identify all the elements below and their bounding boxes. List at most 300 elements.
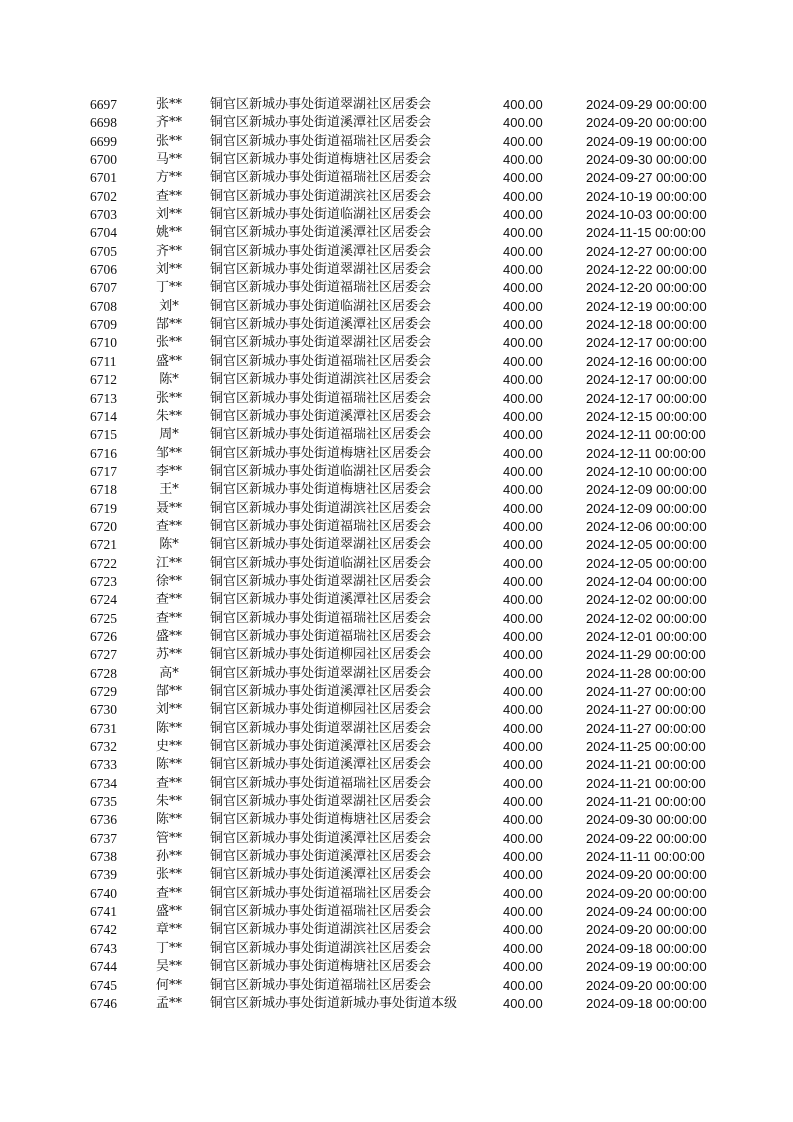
recipient-name-cell: 管** [155,830,182,846]
recipient-name-cell: 查** [155,610,182,626]
record-number-cell: 6719 [90,500,117,516]
record-number-cell: 6711 [90,353,117,369]
table-row [0,756,793,774]
community-committee-cell: 铜官区新城办事处街道翠湖社区居委会 [210,537,432,553]
amount-cell: 400.00 [503,885,543,901]
record-number-cell: 6718 [90,482,117,498]
table-row [0,555,793,573]
table-row [0,96,793,114]
payment-date-cell: 2024-12-05 00:00:00 [586,555,707,571]
payment-date-cell: 2024-11-28 00:00:00 [586,665,706,681]
amount-cell: 400.00 [503,207,543,223]
amount-cell: 400.00 [503,739,543,755]
record-number-cell: 6726 [90,628,117,644]
community-committee-cell: 铜官区新城办事处街道福瑞社区居委会 [210,628,432,644]
amount-cell: 400.00 [503,720,543,736]
record-number-cell: 6704 [90,225,117,241]
payment-date-cell: 2024-09-27 00:00:00 [586,170,707,186]
amount-cell: 400.00 [503,225,543,241]
payment-date-cell: 2024-12-09 00:00:00 [586,500,707,516]
amount-cell: 400.00 [503,977,543,993]
record-number-cell: 6708 [90,298,117,314]
amount-cell: 400.00 [503,867,543,883]
payment-date-cell: 2024-12-20 00:00:00 [586,280,707,296]
community-committee-cell: 铜官区新城办事处街道湖滨社区居委会 [210,940,432,956]
payment-date-cell: 2024-09-20 00:00:00 [586,115,707,131]
community-committee-cell: 铜官区新城办事处街道临湖社区居委会 [210,463,432,479]
record-number-cell: 6728 [90,665,117,681]
payment-date-cell: 2024-11-25 00:00:00 [586,739,706,755]
payment-date-cell: 2024-11-27 00:00:00 [586,684,706,699]
table-row [0,885,793,903]
amount-cell: 400.00 [503,628,543,644]
table-row [0,995,793,1013]
payment-date-cell: 2024-12-17 00:00:00 [586,372,707,388]
record-number-cell: 6743 [90,940,117,956]
amount-cell: 400.00 [503,372,543,388]
community-committee-cell: 铜官区新城办事处街道溪潭社区居委会 [210,408,432,424]
record-number-cell: 6717 [90,463,117,479]
recipient-name-cell: 吴** [155,959,182,975]
community-committee-cell: 铜官区新城办事处街道翠湖社区居委会 [210,720,432,736]
payment-date-cell: 2024-09-18 00:00:00 [586,995,707,1011]
amount-cell: 400.00 [503,830,543,846]
recipient-name-cell: 聂** [155,500,182,516]
community-committee-cell: 铜官区新城办事处街道福瑞社区居委会 [210,610,432,626]
payment-date-cell: 2024-09-30 00:00:00 [586,152,707,168]
amount-cell: 400.00 [503,812,543,828]
community-committee-cell: 铜官区新城办事处街道福瑞社区居委会 [210,518,432,534]
table-row [0,646,793,664]
community-committee-cell: 铜官区新城办事处街道福瑞社区居委会 [210,133,432,149]
record-number-cell: 6702 [90,188,117,204]
record-number-cell: 6724 [90,592,117,608]
recipient-name-cell: 马** [155,152,182,168]
amount-cell: 400.00 [503,940,543,956]
amount-cell: 400.00 [503,133,543,149]
payment-date-cell: 2024-12-06 00:00:00 [586,518,707,534]
amount-cell: 400.00 [503,702,543,718]
table-row [0,463,793,481]
amount-cell: 400.00 [503,445,543,461]
record-number-cell: 6703 [90,207,117,223]
record-number-cell: 6732 [90,739,117,755]
table-row [0,665,793,683]
community-committee-cell: 铜官区新城办事处街道溪潭社区居委会 [210,739,432,755]
community-committee-cell: 铜官区新城办事处街道翠湖社区居委会 [210,794,432,810]
amount-cell: 400.00 [503,97,543,112]
record-number-cell: 6722 [90,555,117,571]
recipient-name-cell: 盛** [155,628,182,644]
community-committee-cell: 铜官区新城办事处街道溪潭社区居委会 [210,830,432,846]
recipient-name-cell: 盛** [155,904,182,920]
recipient-name-cell: 查** [155,775,182,791]
table-row [0,445,793,463]
recipient-name-cell: 陈* [159,372,179,388]
recipient-name-cell: 孙** [155,849,182,865]
table-row [0,481,793,499]
table-row [0,628,793,646]
record-number-cell: 6714 [90,408,117,424]
table-row [0,316,793,334]
payment-date-cell: 2024-12-19 00:00:00 [586,298,707,314]
community-committee-cell: 铜官区新城办事处街道柳园社区居委会 [210,647,432,663]
community-committee-cell: 铜官区新城办事处街道新城办事处街道本级 [210,995,458,1011]
payment-date-cell: 2024-11-21 00:00:00 [586,757,706,773]
payment-date-cell: 2024-11-29 00:00:00 [586,647,706,663]
amount-cell: 400.00 [503,408,543,424]
amount-cell: 400.00 [503,959,543,975]
record-number-cell: 6723 [90,573,117,589]
recipient-name-cell: 查** [155,188,182,204]
community-committee-cell: 铜官区新城办事处街道溪潭社区居委会 [210,592,432,608]
payment-date-cell: 2024-12-01 00:00:00 [586,628,707,644]
amount-cell: 400.00 [503,849,543,865]
table-row [0,371,793,389]
payment-date-cell: 2024-09-20 00:00:00 [586,885,707,901]
recipient-name-cell: 苏** [155,647,182,663]
payment-date-cell: 2024-11-21 00:00:00 [586,775,706,791]
community-committee-cell: 铜官区新城办事处街道梅塘社区居委会 [210,482,432,498]
payment-date-cell: 2024-12-11 00:00:00 [586,445,706,461]
amount-cell: 400.00 [503,335,543,351]
amount-cell: 400.00 [503,904,543,920]
recipient-name-cell: 张** [155,867,182,883]
amount-cell: 400.00 [503,463,543,479]
payment-date-cell: 2024-09-20 00:00:00 [586,977,707,993]
table-row [0,573,793,591]
recipient-name-cell: 陈** [155,757,182,773]
payment-date-cell: 2024-12-02 00:00:00 [586,610,707,626]
payment-date-cell: 2024-11-27 00:00:00 [586,702,706,718]
record-number-cell: 6746 [90,995,117,1011]
payment-date-cell: 2024-09-29 00:00:00 [586,97,707,112]
amount-cell: 400.00 [503,592,543,608]
payment-date-cell: 2024-12-09 00:00:00 [586,482,707,498]
payment-date-cell: 2024-12-10 00:00:00 [586,463,707,479]
record-number-cell: 6727 [90,647,117,663]
community-committee-cell: 铜官区新城办事处街道溪潭社区居委会 [210,867,432,883]
table-row [0,224,793,242]
recipient-name-cell: 郜** [155,684,182,699]
recipient-name-cell: 何** [155,977,182,993]
recipient-name-cell: 刘** [155,262,182,278]
table-row [0,830,793,848]
recipient-name-cell: 查** [155,518,182,534]
payment-date-cell: 2024-12-18 00:00:00 [586,317,707,333]
table-row [0,903,793,921]
amount-cell: 400.00 [503,115,543,131]
record-number-cell: 6709 [90,317,117,333]
payment-date-cell: 2024-12-11 00:00:00 [586,427,706,443]
payment-date-cell: 2024-12-17 00:00:00 [586,390,707,406]
amount-cell: 400.00 [503,555,543,571]
table-row [0,793,793,811]
payment-date-cell: 2024-09-19 00:00:00 [586,959,707,975]
amount-cell: 400.00 [503,353,543,369]
table-row [0,298,793,316]
community-committee-cell: 铜官区新城办事处街道溪潭社区居委会 [210,317,432,333]
table-row [0,169,793,187]
table-row [0,921,793,939]
recipient-name-cell: 刘** [155,207,182,223]
amount-cell: 400.00 [503,684,543,699]
record-number-cell: 6733 [90,757,117,773]
table-row [0,334,793,352]
table-row [0,114,793,132]
table-row [0,958,793,976]
amount-cell: 400.00 [503,188,543,204]
community-committee-cell: 铜官区新城办事处街道福瑞社区居委会 [210,427,432,443]
community-committee-cell: 铜官区新城办事处街道翠湖社区居委会 [210,97,432,112]
subsidy-list-table [0,96,793,1013]
amount-cell: 400.00 [503,317,543,333]
recipient-name-cell: 陈* [159,537,179,553]
record-number-cell: 6712 [90,372,117,388]
community-committee-cell: 铜官区新城办事处街道梅塘社区居委会 [210,812,432,828]
recipient-name-cell: 高* [159,665,179,681]
table-row [0,591,793,609]
amount-cell: 400.00 [503,170,543,186]
community-committee-cell: 铜官区新城办事处街道福瑞社区居委会 [210,775,432,791]
table-row [0,683,793,701]
payment-date-cell: 2024-12-02 00:00:00 [586,592,707,608]
recipient-name-cell: 齐** [155,243,182,259]
amount-cell: 400.00 [503,922,543,938]
amount-cell: 400.00 [503,518,543,534]
amount-cell: 400.00 [503,995,543,1011]
amount-cell: 400.00 [503,775,543,791]
record-number-cell: 6700 [90,152,117,168]
record-number-cell: 6736 [90,812,117,828]
community-committee-cell: 铜官区新城办事处街道临湖社区居委会 [210,555,432,571]
community-committee-cell: 铜官区新城办事处街道梅塘社区居委会 [210,152,432,168]
record-number-cell: 6725 [90,610,117,626]
record-number-cell: 6731 [90,720,117,736]
payment-date-cell: 2024-11-21 00:00:00 [586,794,706,810]
recipient-name-cell: 徐** [155,573,182,589]
record-number-cell: 6738 [90,849,117,865]
payment-date-cell: 2024-09-30 00:00:00 [586,812,707,828]
recipient-name-cell: 盛** [155,353,182,369]
community-committee-cell: 铜官区新城办事处街道临湖社区居委会 [210,298,432,314]
amount-cell: 400.00 [503,573,543,589]
table-row [0,188,793,206]
community-committee-cell: 铜官区新城办事处街道湖滨社区居委会 [210,922,432,938]
table-row [0,408,793,426]
record-number-cell: 6742 [90,922,117,938]
payment-date-cell: 2024-11-15 00:00:00 [586,225,706,241]
payment-date-cell: 2024-09-24 00:00:00 [586,904,707,920]
amount-cell: 400.00 [503,757,543,773]
table-row [0,151,793,169]
record-number-cell: 6707 [90,280,117,296]
recipient-name-cell: 史** [155,739,182,755]
recipient-name-cell: 章** [155,922,182,938]
record-number-cell: 6745 [90,977,117,993]
community-committee-cell: 铜官区新城办事处街道翠湖社区居委会 [210,335,432,351]
community-committee-cell: 铜官区新城办事处街道溪潭社区居委会 [210,243,432,259]
community-committee-cell: 铜官区新城办事处街道福瑞社区居委会 [210,904,432,920]
recipient-name-cell: 齐** [155,115,182,131]
community-committee-cell: 铜官区新城办事处街道福瑞社区居委会 [210,280,432,296]
recipient-name-cell: 孟** [155,995,182,1011]
payment-date-cell: 2024-09-18 00:00:00 [586,940,707,956]
record-number-cell: 6701 [90,170,117,186]
recipient-name-cell: 查** [155,885,182,901]
amount-cell: 400.00 [503,537,543,553]
record-number-cell: 6729 [90,684,117,699]
amount-cell: 400.00 [503,152,543,168]
payment-date-cell: 2024-12-05 00:00:00 [586,537,707,553]
payment-date-cell: 2024-12-16 00:00:00 [586,353,707,369]
record-number-cell: 6735 [90,794,117,810]
record-number-cell: 6721 [90,537,117,553]
table-row [0,206,793,224]
recipient-name-cell: 王* [159,482,179,498]
table-row [0,536,793,554]
record-number-cell: 6730 [90,702,117,718]
community-committee-cell: 铜官区新城办事处街道福瑞社区居委会 [210,390,432,406]
community-committee-cell: 铜官区新城办事处街道临湖社区居委会 [210,207,432,223]
recipient-name-cell: 李** [155,463,182,479]
recipient-name-cell: 周* [159,427,179,443]
payment-date-cell: 2024-11-11 00:00:00 [586,849,705,865]
table-row [0,133,793,151]
community-committee-cell: 铜官区新城办事处街道福瑞社区居委会 [210,353,432,369]
community-committee-cell: 铜官区新城办事处街道溪潭社区居委会 [210,115,432,131]
table-row [0,811,793,829]
record-number-cell: 6705 [90,243,117,259]
table-row [0,518,793,536]
table-row [0,390,793,408]
amount-cell: 400.00 [503,500,543,516]
recipient-name-cell: 姚** [155,225,182,241]
amount-cell: 400.00 [503,647,543,663]
community-committee-cell: 铜官区新城办事处街道湖滨社区居委会 [210,188,432,204]
community-committee-cell: 铜官区新城办事处街道梅塘社区居委会 [210,445,432,461]
record-number-cell: 6739 [90,867,117,883]
amount-cell: 400.00 [503,262,543,278]
community-committee-cell: 铜官区新城办事处街道梅塘社区居委会 [210,959,432,975]
table-row [0,940,793,958]
table-row [0,353,793,371]
community-committee-cell: 铜官区新城办事处街道福瑞社区居委会 [210,170,432,186]
amount-cell: 400.00 [503,482,543,498]
community-committee-cell: 铜官区新城办事处街道溪潭社区居委会 [210,684,432,699]
payment-date-cell: 2024-09-20 00:00:00 [586,867,707,883]
record-number-cell: 6720 [90,518,117,534]
table-row [0,701,793,719]
payment-date-cell: 2024-12-04 00:00:00 [586,573,707,589]
payment-date-cell: 2024-10-19 00:00:00 [586,188,707,204]
payment-date-cell: 2024-11-27 00:00:00 [586,720,706,736]
record-number-cell: 6713 [90,390,117,406]
table-row [0,261,793,279]
amount-cell: 400.00 [503,243,543,259]
community-committee-cell: 铜官区新城办事处街道翠湖社区居委会 [210,665,432,681]
record-number-cell: 6698 [90,115,117,131]
community-committee-cell: 铜官区新城办事处街道翠湖社区居委会 [210,262,432,278]
record-number-cell: 6740 [90,885,117,901]
recipient-name-cell: 陈** [155,812,182,828]
community-committee-cell: 铜官区新城办事处街道湖滨社区居委会 [210,500,432,516]
table-row [0,610,793,628]
payment-date-cell: 2024-09-20 00:00:00 [586,922,707,938]
community-committee-cell: 铜官区新城办事处街道湖滨社区居委会 [210,372,432,388]
amount-cell: 400.00 [503,610,543,626]
amount-cell: 400.00 [503,298,543,314]
recipient-name-cell: 郜** [155,317,182,333]
community-committee-cell: 铜官区新城办事处街道溪潭社区居委会 [210,849,432,865]
table-row [0,738,793,756]
community-committee-cell: 铜官区新城办事处街道柳园社区居委会 [210,702,432,718]
record-number-cell: 6706 [90,262,117,278]
amount-cell: 400.00 [503,427,543,443]
record-number-cell: 6716 [90,445,117,461]
amount-cell: 400.00 [503,794,543,810]
community-committee-cell: 铜官区新城办事处街道福瑞社区居委会 [210,977,432,993]
amount-cell: 400.00 [503,280,543,296]
amount-cell: 400.00 [503,665,543,681]
payment-date-cell: 2024-10-03 00:00:00 [586,207,707,223]
recipient-name-cell: 朱** [155,408,182,424]
record-number-cell: 6737 [90,830,117,846]
table-row [0,977,793,995]
recipient-name-cell: 查** [155,592,182,608]
record-number-cell: 6715 [90,427,117,443]
recipient-name-cell: 刘* [159,298,179,314]
recipient-name-cell: 张** [155,133,182,149]
table-row [0,243,793,261]
recipient-name-cell: 丁** [155,940,182,956]
recipient-name-cell: 朱** [155,794,182,810]
recipient-name-cell: 邹** [155,445,182,461]
recipient-name-cell: 江** [155,555,182,571]
recipient-name-cell: 张** [155,390,182,406]
record-number-cell: 6710 [90,335,117,351]
table-row [0,775,793,793]
record-number-cell: 6741 [90,904,117,920]
community-committee-cell: 铜官区新城办事处街道福瑞社区居委会 [210,885,432,901]
recipient-name-cell: 陈** [155,720,182,736]
community-committee-cell: 铜官区新城办事处街道溪潭社区居委会 [210,225,432,241]
table-row [0,866,793,884]
record-number-cell: 6697 [90,97,117,112]
community-committee-cell: 铜官区新城办事处街道翠湖社区居委会 [210,573,432,589]
recipient-name-cell: 刘** [155,702,182,718]
table-row [0,500,793,518]
table-row [0,426,793,444]
table-row [0,279,793,297]
payment-date-cell: 2024-12-17 00:00:00 [586,335,707,351]
payment-date-cell: 2024-12-27 00:00:00 [586,243,707,259]
payment-date-cell: 2024-09-22 00:00:00 [586,830,707,846]
amount-cell: 400.00 [503,390,543,406]
table-row [0,720,793,738]
recipient-name-cell: 张** [155,335,182,351]
record-number-cell: 6699 [90,133,117,149]
recipient-name-cell: 张** [155,97,182,112]
payment-date-cell: 2024-09-19 00:00:00 [586,133,707,149]
payment-date-cell: 2024-12-22 00:00:00 [586,262,707,278]
record-number-cell: 6744 [90,959,117,975]
recipient-name-cell: 方** [155,170,182,186]
payment-date-cell: 2024-12-15 00:00:00 [586,408,707,424]
community-committee-cell: 铜官区新城办事处街道溪潭社区居委会 [210,757,432,773]
record-number-cell: 6734 [90,775,117,791]
table-row [0,848,793,866]
